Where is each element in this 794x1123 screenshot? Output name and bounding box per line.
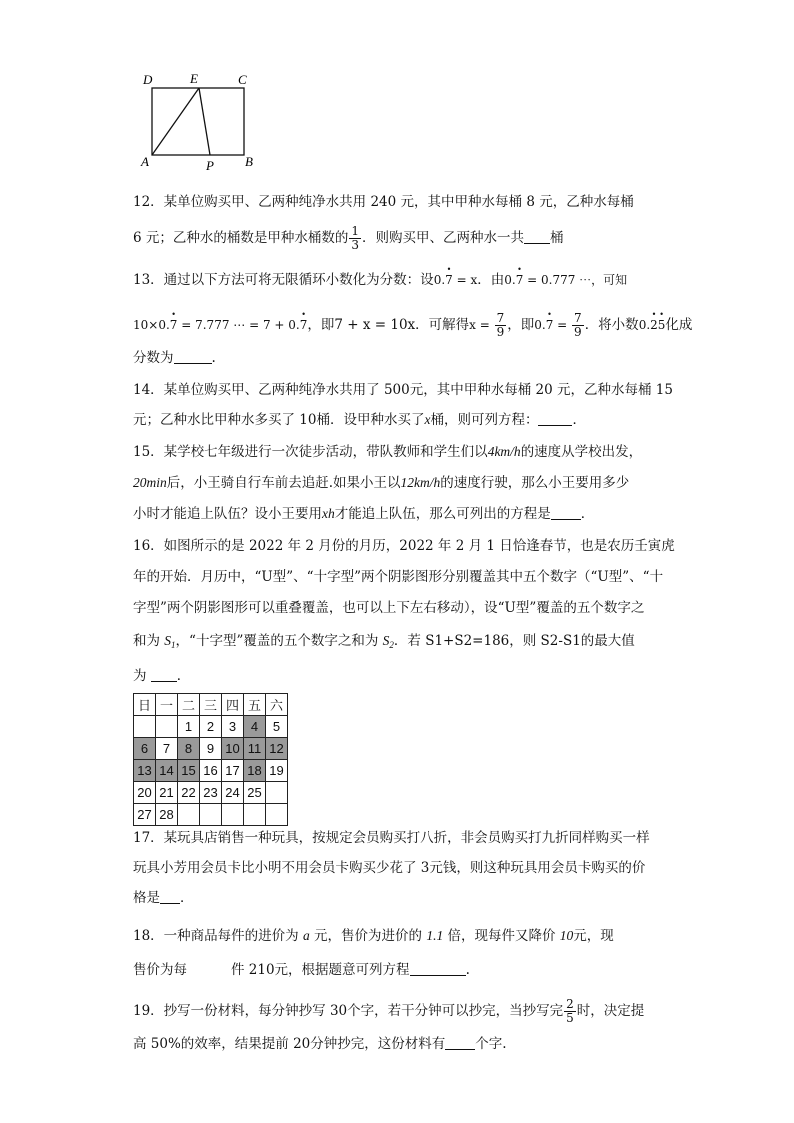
q15-line1 bbox=[133, 442, 642, 462]
calendar-day-cell: 3 bbox=[222, 716, 244, 738]
calendar-header-cell: 五 bbox=[244, 694, 266, 716]
q15-speed2: 12km/h bbox=[400, 475, 441, 490]
q16-answer-blank[interactable] bbox=[151, 667, 177, 682]
q18-var-a: a bbox=[302, 928, 310, 943]
rectangle-abcd bbox=[152, 88, 244, 155]
q16-line3 bbox=[133, 598, 644, 618]
calendar-day-cell: 21 bbox=[156, 782, 178, 804]
calendar-day-cell: 24 bbox=[222, 782, 244, 804]
q12-line2 bbox=[133, 225, 564, 252]
calendar-day-cell bbox=[266, 804, 288, 826]
calendar-day-cell: 25 bbox=[244, 782, 266, 804]
q15-text2b: 后，小王骑自行车前去追赶.如果小王以 bbox=[166, 475, 401, 491]
q17-answer-blank[interactable] bbox=[160, 889, 180, 904]
calendar-day-cell: 8 bbox=[178, 738, 200, 760]
q18-line1 bbox=[133, 926, 614, 946]
calendar-day-cell: 5 bbox=[266, 716, 288, 738]
label-e: E bbox=[190, 71, 198, 86]
q12-text2c: 桶 bbox=[550, 230, 564, 246]
q12-frac-den: 3 bbox=[351, 238, 360, 252]
calendar-week-row bbox=[134, 782, 288, 804]
calendar-day-cell: 28 bbox=[156, 804, 178, 826]
calendar-day-cell: 27 bbox=[134, 804, 156, 826]
calendar-week-row bbox=[134, 738, 288, 760]
calendar-week-row bbox=[134, 760, 288, 782]
q16-text4c: ．若 S1+S2=186，则 S2-S1的最大值 bbox=[393, 633, 635, 649]
q15-text3a: 小时才能追上队伍？设小王要用 bbox=[133, 506, 322, 522]
calendar-day-cell bbox=[222, 804, 244, 826]
calendar-day-cell: 7 bbox=[156, 738, 178, 760]
calendar-week-row bbox=[134, 716, 288, 738]
q13-fraction-2: $\frac{7}{9}$ bbox=[574, 311, 582, 339]
q16-text3: 字型”两个阴影图形可以重叠覆盖，也可以上下左右移动），设“U型”覆盖的五个数字之 bbox=[133, 600, 645, 616]
q14-line1 bbox=[133, 380, 673, 400]
calendar-day-cell bbox=[266, 782, 288, 804]
q17-line1 bbox=[133, 828, 650, 848]
calendar-day-cell: 11 bbox=[244, 738, 266, 760]
q14-text2b: 桶，则可列方程： bbox=[430, 412, 539, 428]
q13-decimal-2: 0.• 7 bbox=[504, 273, 523, 287]
q19-line2 bbox=[133, 1034, 507, 1054]
q18-text1a: 18．一种商品每件的进价为 bbox=[133, 928, 299, 944]
q16-text1: 16．如图所示的是 2022 年 2 月份的月历，2022 年 2 月 1 日恰逢春节，也是农历壬寅虎 bbox=[133, 538, 675, 554]
calendar-day-cell bbox=[156, 716, 178, 738]
q13-fraction-1: $\frac{7}{9}$ bbox=[496, 311, 505, 339]
q16-text2: 年的开始．月历中，“U型”、“十字型”两个阴影图形分别覆盖其中五个数字（“U型”、“十 bbox=[133, 569, 664, 585]
q12-frac-num: 1 bbox=[351, 224, 360, 238]
q16-line2 bbox=[133, 567, 663, 587]
q16-text4a: 和为 bbox=[133, 633, 165, 649]
q18-line2: 售价为每 件 210元，根据题意可列方程 . bbox=[133, 962, 470, 978]
q13-text2c: ，即7 + x = 10x．可解得 bbox=[307, 317, 470, 333]
q13-text1c: = 0.777 ⋯，可知 bbox=[523, 273, 628, 287]
q13-text1a: 13．通过以下方法可将无限循环小数化为分数：设 bbox=[133, 272, 434, 288]
q18-text2a: 售价为每 bbox=[133, 962, 187, 978]
q19-text2b: 个字. bbox=[475, 1036, 507, 1052]
calendar-header-cell: 四 bbox=[222, 694, 244, 716]
calendar-day-cell: 4 bbox=[244, 716, 266, 738]
q14-answer-blank[interactable] bbox=[538, 411, 572, 426]
q17-text3: 格是 bbox=[133, 890, 160, 906]
calendar-day-cell: 19 bbox=[266, 760, 288, 782]
rectangle-figure bbox=[0, 0, 794, 180]
q13-text1b: ．由 bbox=[477, 272, 505, 288]
q18-answer-blank[interactable] bbox=[410, 961, 466, 976]
q15-text3c: 才能追上队伍，那么可列出的方程是 bbox=[334, 506, 551, 522]
q16-s1: S bbox=[164, 633, 172, 648]
label-p: P bbox=[206, 158, 214, 173]
q13-text2a: 10× bbox=[133, 318, 159, 332]
calendar-day-cell bbox=[244, 804, 266, 826]
q19-text2a: 高 50%的效率，结果提前 20分钟抄完，这份材料有 bbox=[133, 1036, 446, 1052]
q18-text1c: 倍，现每件又降价 bbox=[447, 928, 556, 944]
q13-text2e: = bbox=[553, 318, 572, 332]
q13-eq-x: = x bbox=[452, 273, 478, 287]
q13-text2d: ，即 bbox=[507, 317, 535, 333]
q16-s2-sub: 2 bbox=[389, 640, 394, 650]
q13-decimal-target: 0.• 2• 5 bbox=[639, 318, 666, 332]
q17-line2 bbox=[133, 858, 645, 878]
q19-line1 bbox=[133, 998, 644, 1025]
calendar-header-cell: 三 bbox=[200, 694, 222, 716]
q16-text4b: ，“十字型”覆盖的五个数字之和为 bbox=[175, 633, 383, 649]
q15-line2 bbox=[133, 473, 629, 493]
q13-answer-blank[interactable] bbox=[174, 349, 212, 364]
q15-text2c: 的速度行驶，那么小王要用多少 bbox=[440, 475, 630, 491]
calendar-header-row bbox=[134, 694, 288, 716]
q19-answer-blank[interactable] bbox=[445, 1035, 475, 1050]
q12-answer-blank[interactable] bbox=[524, 229, 550, 244]
q14-line2: 元；乙种水比甲种水多买了 10桶．设甲种水买了x桶，则可列方程： ． bbox=[133, 412, 586, 428]
q19-frac-num: 2 bbox=[566, 997, 574, 1011]
q16-text5: 为 bbox=[133, 668, 147, 684]
calendar-day-cell: 17 bbox=[222, 760, 244, 782]
calendar-day-cell: 18 bbox=[244, 760, 266, 782]
q15-text2a: 20min bbox=[133, 475, 167, 490]
calendar-day-cell bbox=[134, 716, 156, 738]
calendar-header-cell: 六 bbox=[266, 694, 288, 716]
q15-text1a: 15．某学校七年级进行一次徒步活动，带队教师和学生们以 bbox=[133, 444, 488, 460]
calendar-week-row bbox=[134, 804, 288, 826]
label-d: D bbox=[143, 72, 153, 87]
q13-text2g: 化成 bbox=[665, 317, 693, 333]
q18-text1b: 元，售价为进价的 bbox=[314, 928, 423, 944]
q17-text1: 17．某玩具店销售一种玩具，按规定会员购买打八折，非会员购买打九折同样购买一样 bbox=[133, 830, 650, 846]
calendar-day-cell: 14 bbox=[156, 760, 178, 782]
segment-ae bbox=[152, 88, 199, 155]
q17-text2: 玩具小芳用会员卡比小明不用会员卡购买少花了 3元钱，则这种玩具用会员卡购买的价 bbox=[133, 860, 646, 876]
calendar-header-cell: 二 bbox=[178, 694, 200, 716]
calendar-header-cell: 日 bbox=[134, 694, 156, 716]
q15-answer-blank[interactable] bbox=[551, 505, 581, 520]
q18-text2b: 件 210元，根据题意可列方程 bbox=[231, 962, 410, 978]
q15-text3b: xh bbox=[322, 506, 335, 521]
q13-decimal-5: 0.• 7 bbox=[534, 318, 553, 332]
q13-decimal-4: 0.• 7 bbox=[288, 318, 307, 332]
q18-discount: 10 bbox=[559, 928, 574, 943]
q12-line1 bbox=[133, 192, 634, 212]
calendar-day-cell bbox=[178, 804, 200, 826]
q13-text3: 分数为 bbox=[133, 350, 174, 366]
calendar-day-cell: 23 bbox=[200, 782, 222, 804]
q13-decimal-1: 0.• 7 bbox=[434, 273, 453, 287]
q12-text2b: ．则购买甲、乙两种水一共 bbox=[362, 230, 525, 246]
q12-fraction bbox=[349, 225, 361, 252]
label-b: B bbox=[245, 154, 253, 169]
calendar-day-cell: 15 bbox=[178, 760, 200, 782]
q19-text1b: 时，决定提 bbox=[576, 1003, 645, 1019]
q13-text2b: = 7.777 ⋯ = 7 + bbox=[177, 318, 289, 332]
calendar-day-cell: 10 bbox=[222, 738, 244, 760]
q12-text2a: 6 元；乙种水的桶数是甲种水桶数的 bbox=[133, 230, 349, 246]
q19-text1a: 19．抄写一份材料，每分钟抄写 30个字，若干分钟可以抄完，当抄写完 bbox=[133, 1003, 564, 1019]
q19-frac-den: 5 bbox=[566, 1011, 574, 1025]
q13-line3: 分数为 . bbox=[133, 350, 216, 366]
q19-fraction bbox=[564, 998, 576, 1025]
calendar-header-cell: 一 bbox=[156, 694, 178, 716]
label-c: C bbox=[238, 72, 247, 87]
q15-text1b: 的速度从学校出发， bbox=[520, 444, 643, 460]
calendar-day-cell: 2 bbox=[200, 716, 222, 738]
q13-text2f: ．将小数 bbox=[584, 317, 639, 333]
q15-speed1: 4km/h bbox=[487, 444, 521, 459]
label-a: A bbox=[141, 154, 149, 169]
q16-s1-sub: 1 bbox=[171, 640, 176, 650]
q14-text1: 14．某单位购买甲、乙两种纯净水共用了 500元，其中甲种水每桶 20 元，乙种水每桶 15 bbox=[133, 382, 673, 398]
calendar-table bbox=[133, 693, 288, 826]
q13-line2 bbox=[133, 312, 692, 339]
calendar-day-cell bbox=[200, 804, 222, 826]
q16-line4 bbox=[133, 631, 635, 655]
q16-line5: 为 ． bbox=[133, 668, 191, 684]
calendar-day-cell: 20 bbox=[134, 782, 156, 804]
calendar-day-cell: 13 bbox=[134, 760, 156, 782]
segment-ep bbox=[199, 88, 210, 155]
calendar-day-cell: 12 bbox=[266, 738, 288, 760]
q18-multiplier: 1.1 bbox=[426, 928, 444, 943]
q17-line3: 格是 ． bbox=[133, 890, 194, 906]
q15-line3: 小时才能追上队伍？设小王要用xh才能追上队伍，那么可列出的方程是 ． bbox=[133, 506, 595, 522]
q12-text1: 12．某单位购买甲、乙两种纯净水共用 240 元，其中甲种水每桶 8 元，乙种水每桶 bbox=[133, 194, 634, 210]
q14-text2a: 元；乙种水比甲种水多买了 10桶．设甲种水买了 bbox=[133, 412, 425, 428]
calendar-day-cell: 6 bbox=[134, 738, 156, 760]
q13-x-eq: x = bbox=[469, 318, 494, 332]
q16-s2: S bbox=[382, 633, 390, 648]
calendar-day-cell: 22 bbox=[178, 782, 200, 804]
calendar-day-cell: 1 bbox=[178, 716, 200, 738]
q18-text1d: 元，现 bbox=[573, 928, 614, 944]
calendar-day-cell: 16 bbox=[200, 760, 222, 782]
q16-line1 bbox=[133, 536, 675, 556]
q13-decimal-3: 0.• 7 bbox=[158, 318, 177, 332]
calendar-day-cell: 9 bbox=[200, 738, 222, 760]
q14-variable: x bbox=[424, 412, 431, 427]
q13-line1 bbox=[133, 270, 627, 290]
